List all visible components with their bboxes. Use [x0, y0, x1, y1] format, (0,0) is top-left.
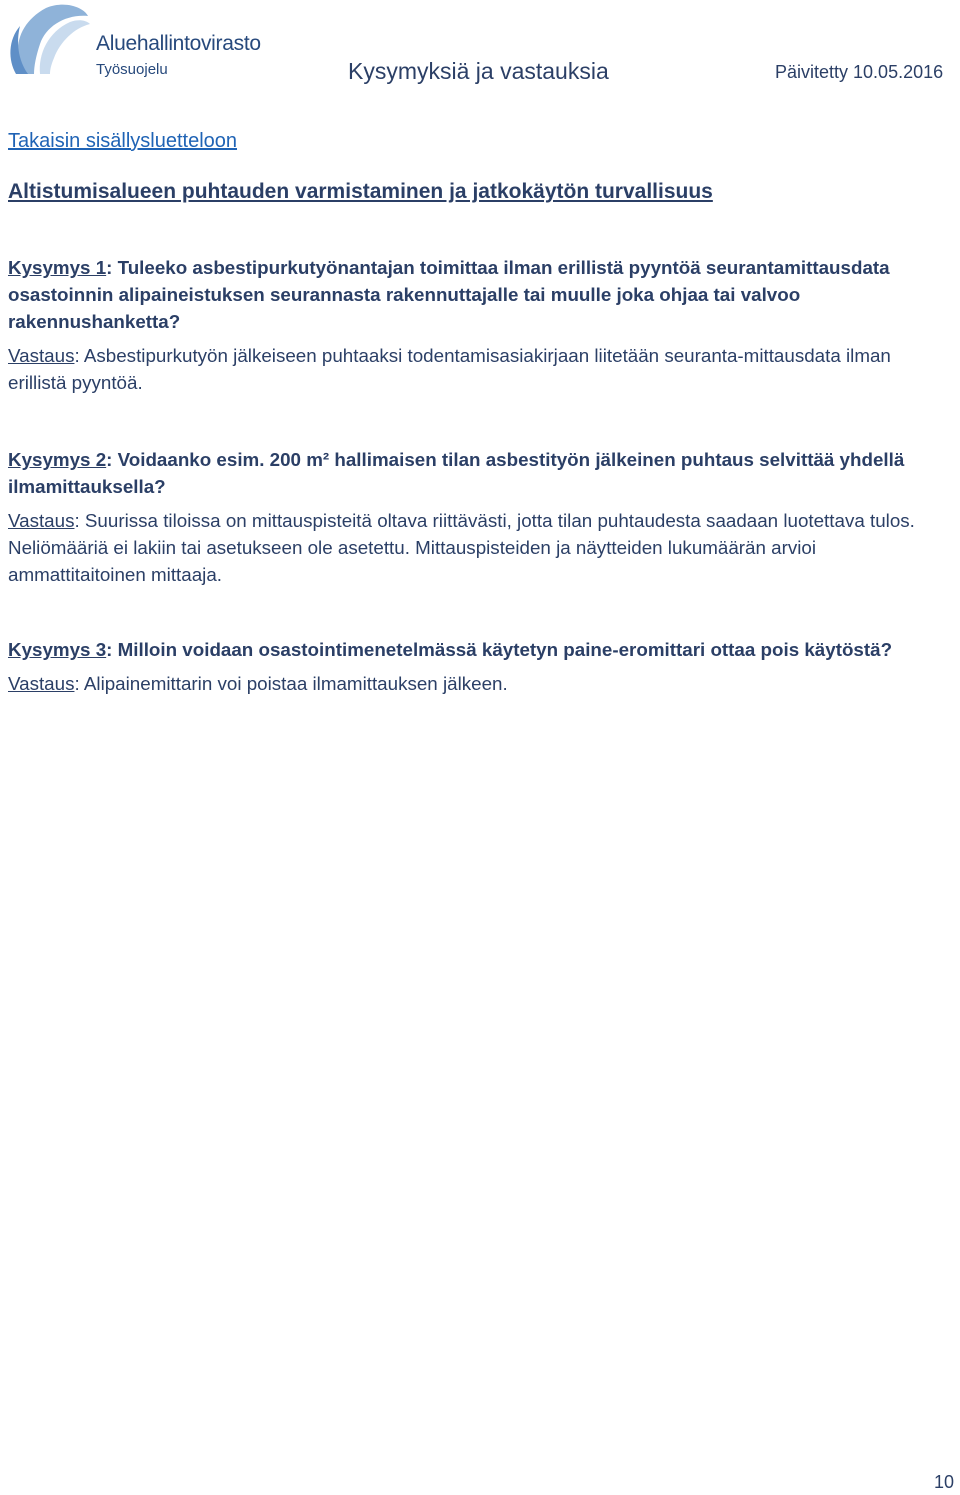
question-label: Kysymys 1 — [8, 257, 107, 278]
logo — [4, 2, 259, 82]
answer-text: : Asbestipurkutyön jälkeiseen puhtaaksi todentamisasiakirjaan liitetään seuranta-mittausdata ilman erillistä pyyntöä. — [8, 345, 891, 393]
question-1 — [8, 254, 948, 335]
qa-item-3 — [8, 636, 948, 697]
question-label: Kysymys 2 — [8, 449, 107, 470]
document-header — [0, 0, 960, 100]
question-text: : Tuleeko asbestipurkutyönantajan toimittaa ilman erillistä pyyntöä seurantamittausdata osastoinnin alipaineistuksen seurannasta rakennuttajalle tai muulle joka ohjaa tai valvoo rakennushanketta? — [8, 257, 890, 332]
qa-item-1 — [8, 254, 948, 396]
organization-name: Aluehallintovirasto — [96, 32, 261, 55]
qa-item-2 — [8, 446, 948, 588]
unit-name: Työsuojelu — [96, 61, 168, 78]
answer-label: Vastaus — [8, 510, 75, 531]
sail-logo-icon — [4, 2, 94, 82]
answer-label: Vastaus — [8, 673, 75, 694]
page-number: 10 — [933, 1472, 954, 1492]
back-to-contents-link[interactable]: Takaisin sisällysluetteloon — [8, 130, 238, 152]
answer-text: : Alipainemittarin voi poistaa ilmamittauksen jälkeen. — [74, 673, 508, 694]
question-text: : Milloin voidaan osastointimenetelmässä käytetyn paine-eromittari ottaa pois käytöstä? — [106, 639, 893, 660]
answer-label: Vastaus — [8, 345, 75, 366]
updated-date: Päivitetty 10.05.2016 — [775, 62, 944, 82]
question-3 — [8, 636, 948, 663]
answer-3 — [8, 670, 948, 697]
section-title: Altistumisalueen puhtauden varmistaminen ja jatkokäytön turvallisuus — [8, 180, 713, 203]
question-label: Kysymys 3 — [8, 639, 107, 660]
question-text: : Voidaanko esim. 200 m² hallimaisen tilan asbestityön jälkeinen puhtaus selvittää yhdellä ilmamittauksella? — [8, 449, 905, 497]
document-title: Kysymyksiä ja vastauksia — [348, 58, 609, 84]
answer-text: : Suurissa tiloissa on mittauspisteitä oltava riittävästi, jotta tilan puhtaudesta saadaan luotettava tulos. Neliömääriä ei lakiin tai asetukseen ole asetettu. Mittauspisteiden ja näytteiden lukumäärän arvioi ammattitaitoinen mittaaja. — [8, 510, 915, 585]
answer-2 — [8, 507, 948, 588]
answer-1 — [8, 342, 948, 396]
question-2 — [8, 446, 948, 500]
